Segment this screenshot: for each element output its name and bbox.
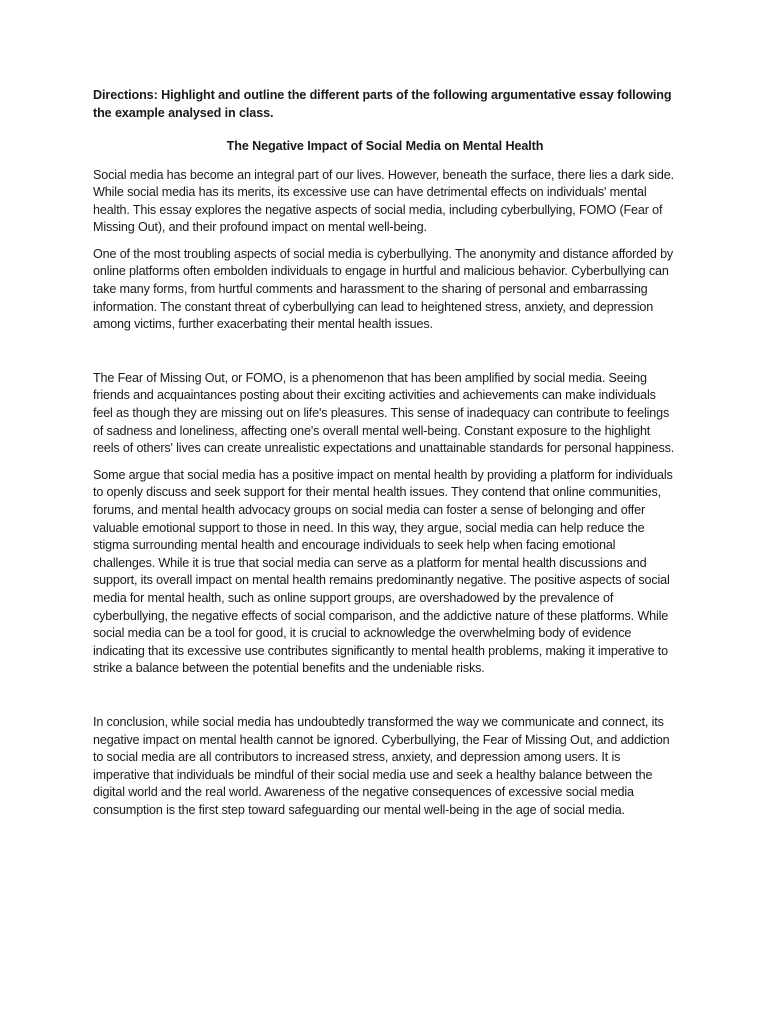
introduction-paragraph: Social media has become an integral part of our lives. However, beneath the surface, there lies a dark side. While social media has its merits, its excessive use can have detrimental effects on individuals' mental health. This essay explores the negative aspects of social media, including cyberbullying, FOMO (Fear of Missing Out), and their profound impact on mental well-being. bbox=[93, 167, 674, 235]
body-paragraph-cyberbullying: One of the most troubling aspects of social media is cyberbullying. The anonymity and distance afforded by online platforms often embolden individuals to engage in hurtful and malicious behavior. Cyberbullying can take many forms, from hurtful comments and harassment to the sharing of personal and embarrassing information. The constant threat of cyberbullying can lead to heightened stress, anxiety, and depression among victims, further exacerbating their mental health issues. bbox=[93, 246, 674, 332]
conclusion-paragraph: In conclusion, while social media has undoubtedly transformed the way we communicate and connect, its negative impact on mental health cannot be ignored. Cyberbullying, the Fear of Missing Out, and addiction to social media are all contributors to increased stress, anxiety, and depression among users. It is imperative that individuals be mindful of their social media use and seek a healthy balance between the digital world and the real world. Awareness of the negative consequences of excessive social media consumption is the first step toward safeguarding our mental well-being in the age of social media. bbox=[93, 714, 670, 817]
directions-text: Directions: Highlight and outline the different parts of the following argumentative essay following the example analysed in class. bbox=[93, 88, 672, 120]
document-page bbox=[93, 87, 677, 820]
counterargument-paragraph: Some argue that social media has a positive impact on mental health by providing a platform for individuals to openly discuss and seek support for their mental health issues. They contend that online communities, forums, and mental health advocacy groups on social media can foster a sense of belonging and offer valuable emotional support to those in need. In this way, they argue, social media can help reduce the stigma surrounding mental health and encourage individuals to seek help when facing emotional challenges. While it is true that social media can serve as a platform for mental health discussions and support, its overall impact on mental health remains predominantly negative. The positive aspects of social media for mental health, such as online support groups, are overshadowed by the prevalence of cyberbullying, the negative effects of social comparison, and the addictive nature of these platforms. While social media can be a tool for good, it is crucial to acknowledge the overwhelming body of evidence indicating that its excessive use contributes significantly to mental health problems, making it imperative to strike a balance between the potential benefits and the undeniable risks. bbox=[93, 467, 673, 676]
body-paragraph-fomo: The Fear of Missing Out, or FOMO, is a phenomenon that has been amplified by social media. Seeing friends and acquaintances posting about their exciting activities and achievements can make individuals feel as though they are missing out on life's pleasures. This sense of inadequacy can contribute to feelings of sadness and loneliness, affecting one's overall mental well-being. Constant exposure to the highlight reels of others' lives can create unrealistic expectations and unattainable standards for personal happiness. bbox=[93, 370, 675, 456]
essay-title: The Negative Impact of Social Media on Mental Health bbox=[226, 139, 544, 153]
